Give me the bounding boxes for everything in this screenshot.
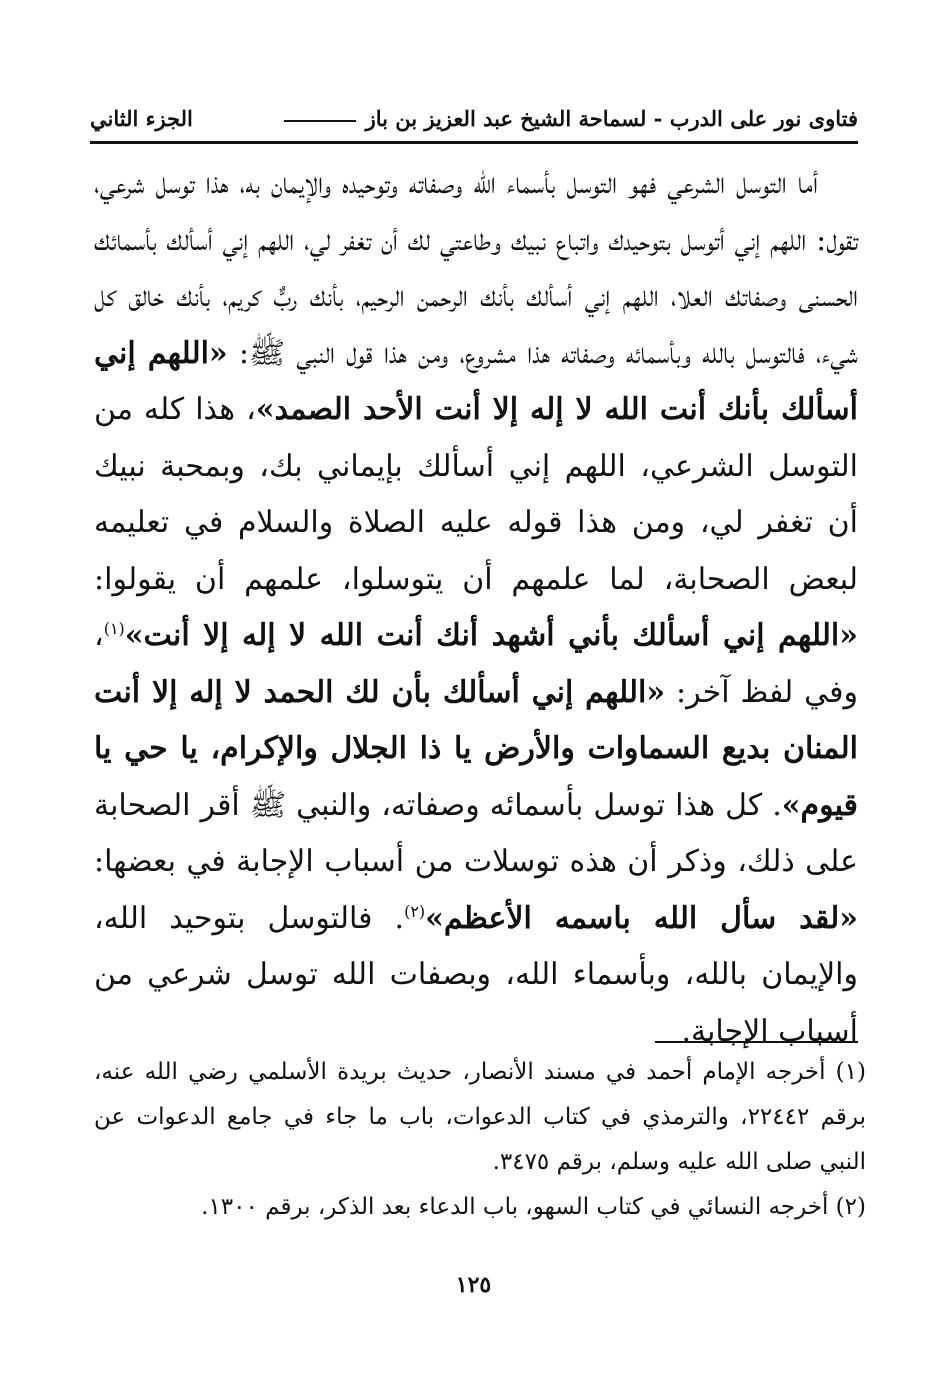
footnote-ref-2: (٢) [404, 901, 426, 921]
body-segment-3: ، وفي لفظ آخر: [94, 618, 859, 710]
header-part: الجزء الثاني [90, 105, 193, 131]
body-paragraph [94, 156, 858, 1060]
hadith-quote-4: «لقد سأل الله باسمه الأعظم» [425, 900, 858, 936]
body-segment-4: . كل هذا توسل بأسمائه وصفاته، والنبي ﷺ أقر الصحابة على ذلك، وذكر أن هذه توسلات من أسباب الإجابة في بعضها: [94, 787, 858, 879]
body-segment-2: ، هذا كله من التوسل الشرعي، اللهم إني أسألك بإيماني بك، وبمحبة نبيك أن تغفر لي، ومن هذا قوله عليه الصلاة والسلام في تعليمه لبعض الصحابة، لما علمهم أن يتوسلوا، علمهم أن يقولوا: [94, 392, 858, 597]
footnote-divider [655, 1041, 858, 1043]
header-book-title: فتاوى نور على الدرب - لسماحة الشيخ عبد العزيز بن باز [365, 105, 858, 131]
body-text [94, 156, 858, 1060]
header-rule [284, 120, 356, 122]
body-segment-1: أما التوسل الشرعي فهو التوسل بأسماء الله وصفاته وتوحيده والإيمان به، هذا توسل شرعي، تقول: اللهم إني أتوسل بتوحيدك واتباع نبيك وطاعتي لك أن تغفر لي، اللهم إني أسألك بأسمائك الحسنى وصفاتك العلا، اللهم إني أسألك بأنك الرحمن الرحيم، بأنك ربٌّ كريم، بأنك خالق كل شيء، فالتوسل بالله وبأسمائه وصفاته هذا مشروع، ومن هذا قول النبي ﷺ: [94, 166, 858, 371]
header-divider [90, 141, 858, 144]
body-segment-5: . فالتوسل بتوحيد الله، والإيمان بالله، وبأسماء الله، وبصفات الله توسل شرعي من أسباب الإجابة. [94, 900, 858, 1049]
header-series [284, 106, 858, 131]
footnotes [94, 1050, 866, 1230]
running-header [90, 98, 858, 138]
hadith-quote-2: «اللهم إني أسألك بأني أشهد أنك أنت الله لا إله إلا أنت» [124, 618, 858, 653]
hadith-quote-3: «اللهم إني أسألك بأن لك الحمد لا إله إلا أنت المنان بديع السماوات والأرض يا ذا الجلال والإكرام، يا حي يا قيوم» [94, 674, 858, 823]
footnote-1: (١) أخرجه الإمام أحمد في مسند الأنصار، حديث بريدة الأسلمي رضي الله عنه، برقم ٢٢٤٤٢، والترمذي في كتاب الدعوات، باب ما جاء في جامع الدعوات عن النبي صلى الله عليه وسلم، برقم ٣٤٧٥. [94, 1059, 866, 1175]
hadith-quote-1: «اللهم إني أسألك بأنك أنت الله لا إله إلا أنت الأحد الصمد» [94, 335, 858, 427]
page-number: ١٢٥ [455, 1272, 492, 1298]
footnote-2: (٢) أخرجه النسائي في كتاب السهو، باب الدعاء بعد الذكر، برقم ١٣٠٠. [201, 1194, 866, 1220]
footnote-ref-1: (١) [103, 619, 125, 638]
